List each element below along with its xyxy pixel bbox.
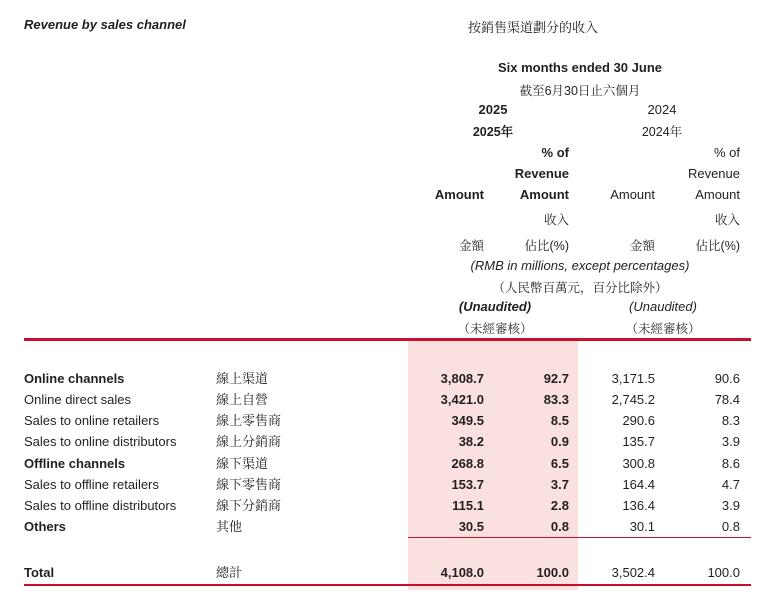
amount-2024: 3,171.5 [611, 371, 655, 386]
header-divider [24, 338, 751, 341]
amount-2024: 300.8 [622, 456, 655, 471]
pct-2024: 8.3 [721, 413, 740, 428]
title-zh: 按銷售渠道劃分的收入 [468, 20, 599, 35]
col-pct-zh1-2025: 收入 [543, 213, 569, 227]
col-amount-zh-2024: 金額 [629, 239, 655, 253]
row-label-zh: 線下渠道 [216, 456, 269, 471]
pct-2025: 92.7 [543, 371, 569, 386]
year-2024-zh: 2024年 [641, 125, 683, 139]
unaudited-zh-2024: （未經審核） [625, 322, 701, 336]
total-divider [24, 584, 751, 586]
col-amount-2025: Amount [434, 187, 484, 202]
row-label-en: Sales to offline distributors [24, 498, 177, 513]
amount-2025: 349.5 [451, 413, 484, 428]
amount-2025: 30.5 [458, 519, 484, 534]
pct-2025: 8.5 [550, 413, 569, 428]
row-label-en: Sales to offline retailers [24, 477, 159, 492]
amount-2025: 153.7 [451, 477, 484, 492]
period-zh: 截至6月30日止六個月 [519, 84, 641, 98]
pct-2024: 3.9 [721, 434, 740, 449]
col-amount-zh-2025: 金額 [458, 239, 484, 253]
row-label-zh: 線上渠道 [216, 371, 269, 386]
amount-2024: 2,745.2 [611, 392, 655, 407]
amount-2024: 136.4 [622, 498, 655, 513]
total-label-en: Total [24, 565, 55, 580]
row-label-en: Offline channels [24, 456, 126, 471]
row-label-zh: 線上零售商 [216, 413, 282, 428]
pct-2025: 0.9 [550, 434, 569, 449]
pct-2024: 3.9 [721, 498, 740, 513]
unaudited-en-2024: (Unaudited) [629, 299, 697, 314]
col-pct-zh1-2024: 收入 [714, 213, 740, 227]
total-amount-2024: 3,502.4 [611, 565, 655, 580]
unaudited-zh-2025: （未經審核） [457, 322, 533, 336]
amount-2024: 30.1 [629, 519, 655, 534]
amount-2025: 3,808.7 [440, 371, 484, 386]
col-pct-line3-2024: Amount [695, 187, 740, 202]
row-label-en: Sales to online retailers [24, 413, 160, 428]
pct-2025: 0.8 [550, 519, 569, 534]
col-pct-line3-2025: Amount [519, 187, 569, 202]
col-amount-2024: Amount [610, 187, 655, 202]
pct-2024: 0.8 [721, 519, 740, 534]
pct-2024: 78.4 [714, 392, 740, 407]
amount-2025: 268.8 [451, 456, 484, 471]
pct-2024: 4.7 [721, 477, 740, 492]
pct-2025: 2.8 [550, 498, 569, 513]
col-pct-line1-2025: % of [541, 145, 569, 160]
row-label-en: Online direct sales [24, 392, 131, 407]
amount-2024: 135.7 [622, 434, 655, 449]
unit-zh: （人民幣百萬元，百分比除外） [492, 281, 668, 295]
pct-2024: 90.6 [714, 371, 740, 386]
amount-2024: 164.4 [622, 477, 655, 492]
col-pct-line2-2024: Revenue [687, 166, 740, 181]
col-pct-line2-2025: Revenue [514, 166, 569, 181]
subtotal-divider [408, 537, 751, 538]
row-label-zh: 其他 [216, 519, 243, 534]
title-en: Revenue by sales channel [24, 17, 186, 32]
amount-2025: 38.2 [458, 434, 484, 449]
row-label-en: Others [24, 519, 66, 534]
col-pct-zh2-2024: 佔比(%) [695, 239, 740, 253]
pct-2024: 8.6 [721, 456, 740, 471]
row-label-zh: 線上自營 [216, 392, 269, 407]
amount-2024: 290.6 [622, 413, 655, 428]
total-pct-2025: 100.0 [536, 565, 569, 580]
pct-2025: 83.3 [543, 392, 569, 407]
year-2025: 2025 [478, 102, 508, 117]
amount-2025: 3,421.0 [440, 392, 484, 407]
col-pct-line1-2024: % of [713, 145, 740, 160]
unit-en: (RMB in millions, except percentages) [470, 258, 690, 273]
row-label-zh: 線下分銷商 [216, 498, 282, 513]
row-label-en: Online channels [24, 371, 125, 386]
amount-2025: 115.1 [452, 498, 484, 513]
unaudited-en-2025: (Unaudited) [458, 299, 532, 314]
pct-2025: 3.7 [550, 477, 569, 492]
year-2025-zh: 2025年 [472, 125, 514, 139]
col-pct-zh2-2025: 佔比(%) [524, 239, 569, 253]
total-label-zh: 總計 [216, 565, 243, 580]
total-amount-2025: 4,108.0 [440, 565, 484, 580]
period-en: Six months ended 30 June [498, 60, 662, 75]
row-label-en: Sales to online distributors [24, 434, 177, 449]
year-2024: 2024 [647, 102, 677, 117]
row-label-zh: 線下零售商 [216, 477, 282, 492]
total-pct-2024: 100.0 [707, 565, 740, 580]
row-label-zh: 線上分銷商 [216, 434, 282, 449]
pct-2025: 6.5 [550, 456, 569, 471]
